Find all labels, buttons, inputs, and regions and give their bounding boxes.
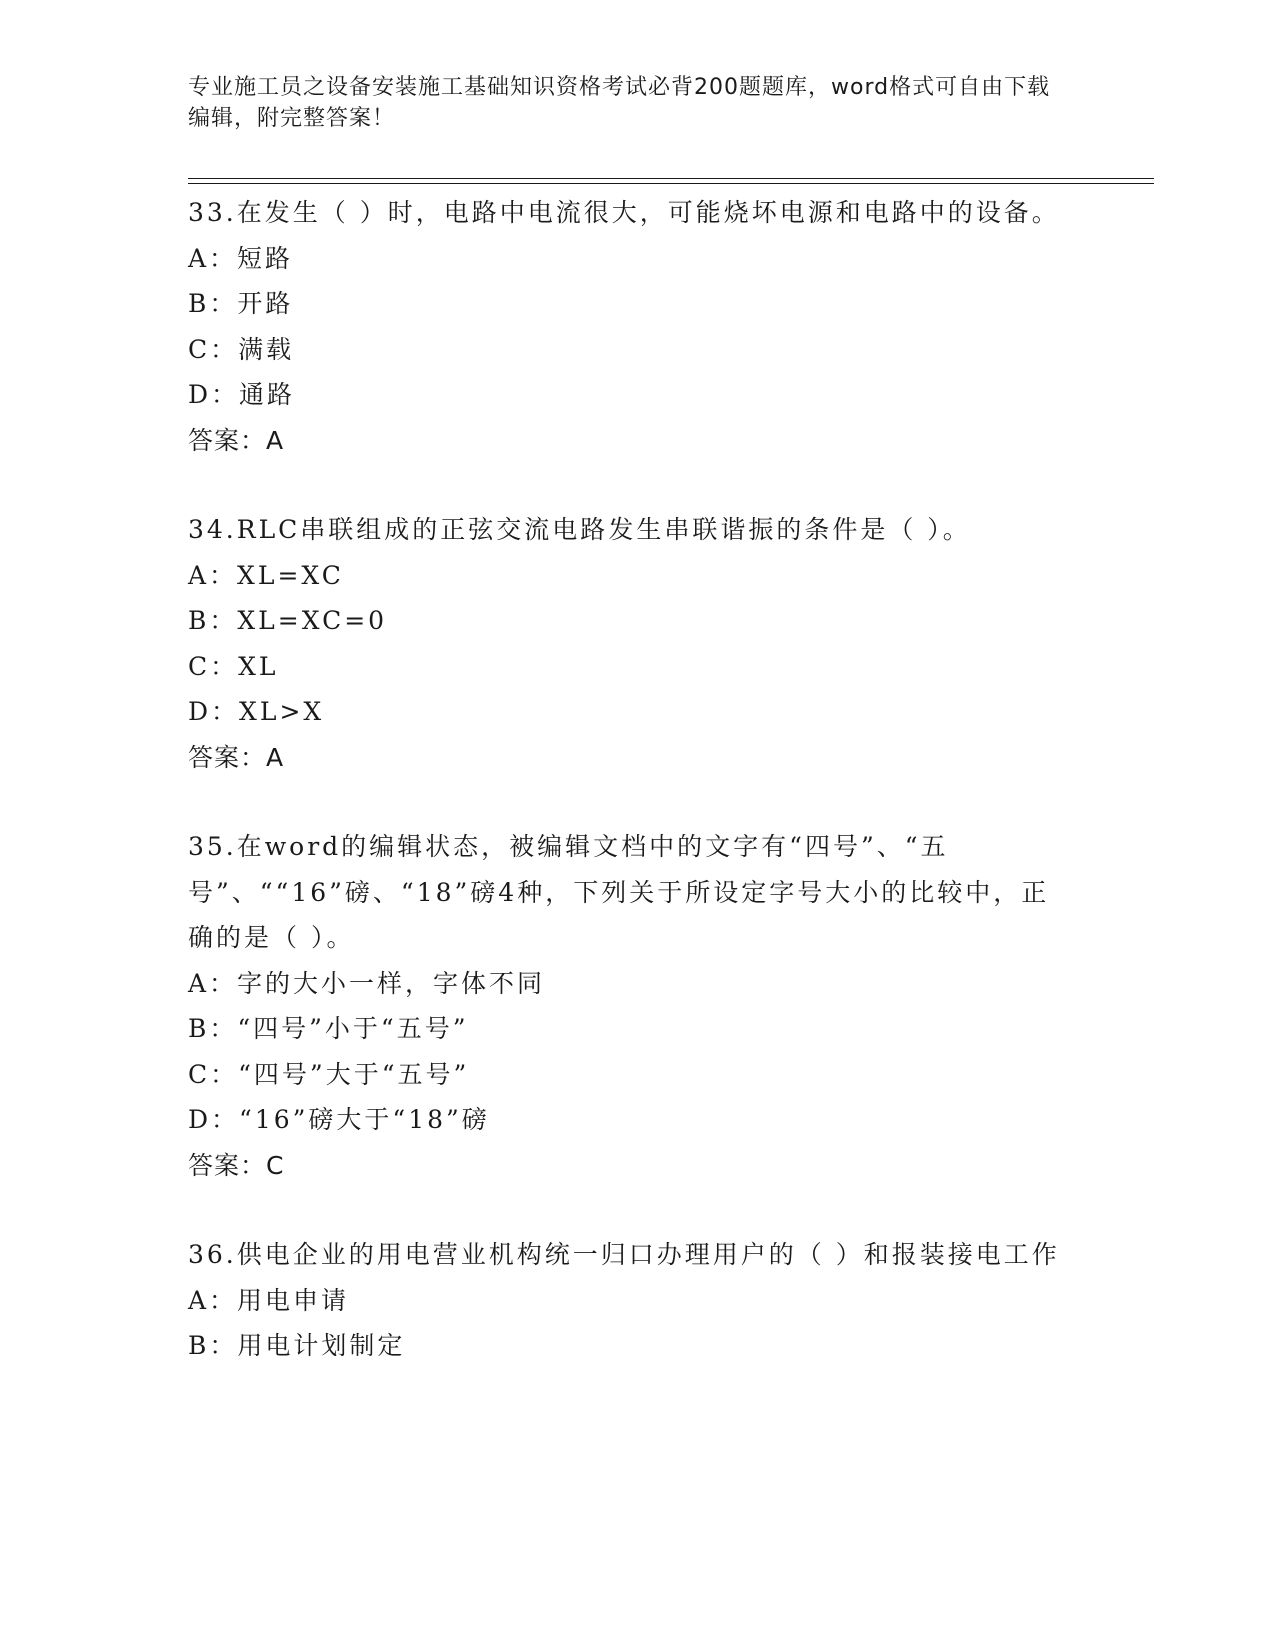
option-c: C：满载 [188,334,295,364]
question-stem: 33.在发生（ ）时，电路中电流很大，可能烧坏电源和电路中的设备。 [188,198,1060,227]
option-c: C：XL [188,651,279,681]
answer: 答案：A [188,425,285,455]
question-list [188,190,1068,1413]
option-a: A：用电申请 [188,1285,350,1315]
option-a: A：字的大小一样，字体不同 [188,968,546,998]
header-divider [188,183,1154,184]
question-35 [188,824,1068,1188]
question-stem: 36.供电企业的用电营业机构统一归口办理用户的（ ）和报装接电工作 [188,1240,1060,1269]
answer: 答案：A [188,742,285,772]
question-stem: 35.在word的编辑状态，被编辑文档中的文字有“四号”、“五号”、““16”磅、“18”磅4种，下列关于所设定字号大小的比较中，正确的是（ ）。 [188,832,1050,952]
document-header: 专业施工员之设备安装施工基础知识资格考试必背200题题库，word格式可自由下载编辑，附完整答案！ [188,75,1051,131]
header-divider [188,178,1154,179]
option-a: A：短路 [188,243,294,273]
option-b: B：XL=XC=0 [188,606,388,635]
option-b: B：用电计划制定 [188,1331,406,1360]
option-d: D：通路 [188,380,296,409]
answer: 答案：C [188,1150,285,1180]
question-34 [188,507,1068,780]
option-d: D：“16”磅大于“18”磅 [188,1105,490,1134]
question-stem: 34.RLC串联组成的正弦交流电路发生串联谐振的条件是（ ）。 [188,515,971,544]
question-33 [188,190,1068,463]
option-b: B：开路 [188,289,294,318]
option-b: B：“四号”小于“五号” [188,1014,469,1043]
option-c: C：“四号”大于“五号” [188,1059,470,1089]
option-a: A：XL=XC [188,560,344,590]
option-d: D：XL>X [188,697,325,726]
question-36 [188,1232,1068,1369]
